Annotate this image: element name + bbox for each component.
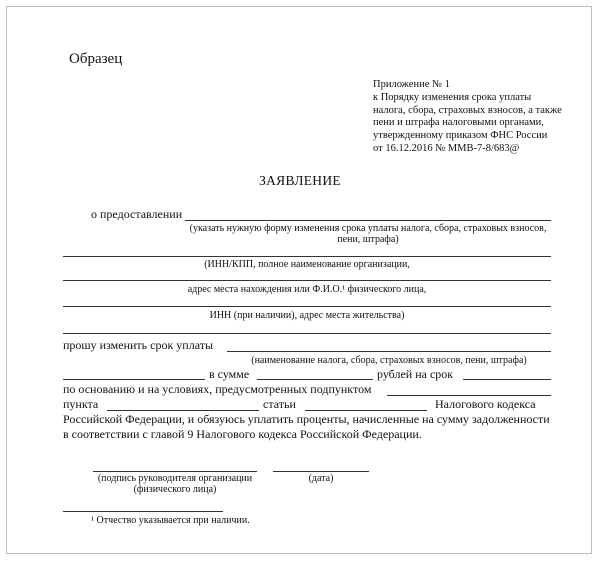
basis-text: по основанию и на условиях, предусмотренных подпунктом [63,382,372,396]
amount-label: в сумме [209,367,250,381]
rubles-label: рублей на срок [377,367,454,381]
provision-hint: (указать нужную форму изменения срока уплаты налога, сбора, страховых взносов, пени, штрафа) [189,223,547,245]
tax-code-label: Налогового кодекса [435,397,536,411]
organization-field[interactable] [63,256,551,257]
tax-hint: (наименование налога, сбора, страховых взносов, пени, штрафа) [251,355,527,366]
sample-label: Образец [69,51,123,67]
subpoint-field[interactable] [387,395,551,396]
address-field[interactable] [63,280,551,281]
appendix-block [373,79,573,156]
appendix-line: к Порядку изменения срока уплаты [373,91,532,103]
appendix-line: от 16.12.2016 № ММВ-7-8/683@ [373,142,520,154]
signature-hint: (подпись руководителя организации (физического лица) [97,473,253,495]
extra-field[interactable] [63,333,551,334]
obligation-line: в соответствии с главой 9 Налогового кодекса Российской Федерации. [63,427,422,441]
article-label: статьи [263,397,296,411]
tax-name-field[interactable] [227,351,551,352]
amount-field[interactable] [257,379,373,380]
appendix-line: Приложение № 1 [373,79,450,90]
obligation-line: Российской Федерации, и обязуюсь уплатить проценты, начисленные на сумму задолженности [63,412,550,426]
footnote: ¹ Отчество указывается при наличии. [91,515,250,526]
organization-hint: (ИНН/КПП, полное наименование организации, [204,259,410,270]
inn-hint: ИНН (при наличии), адрес места жительства) [209,310,405,321]
address-hint: адрес места нахождения или Ф.И.О.¹ физического лица, [187,284,427,295]
date-field[interactable] [273,471,369,472]
inn-field[interactable] [63,306,551,307]
appendix-line: налога, сбора, страховых взносов, а также [373,104,562,116]
document-page [6,6,592,554]
point-label: пункта [63,397,99,411]
request-label: прошу изменить срок уплаты [63,338,214,352]
pre-amount-field[interactable] [63,379,205,380]
appendix-line: пени и штрафа налоговыми органами, [373,117,544,129]
date-hint: (дата) [308,473,334,484]
point-field[interactable] [107,410,259,411]
footnote-divider [63,511,223,512]
article-field[interactable] [305,410,427,411]
provision-label: о предоставлении [91,207,183,221]
document-title: ЗАЯВЛЕНИЕ [259,173,341,188]
term-field[interactable] [463,379,551,380]
appendix-line: утвержденному приказом ФНС России [373,130,548,142]
signature-field[interactable] [93,471,257,472]
provision-field[interactable] [185,220,551,221]
